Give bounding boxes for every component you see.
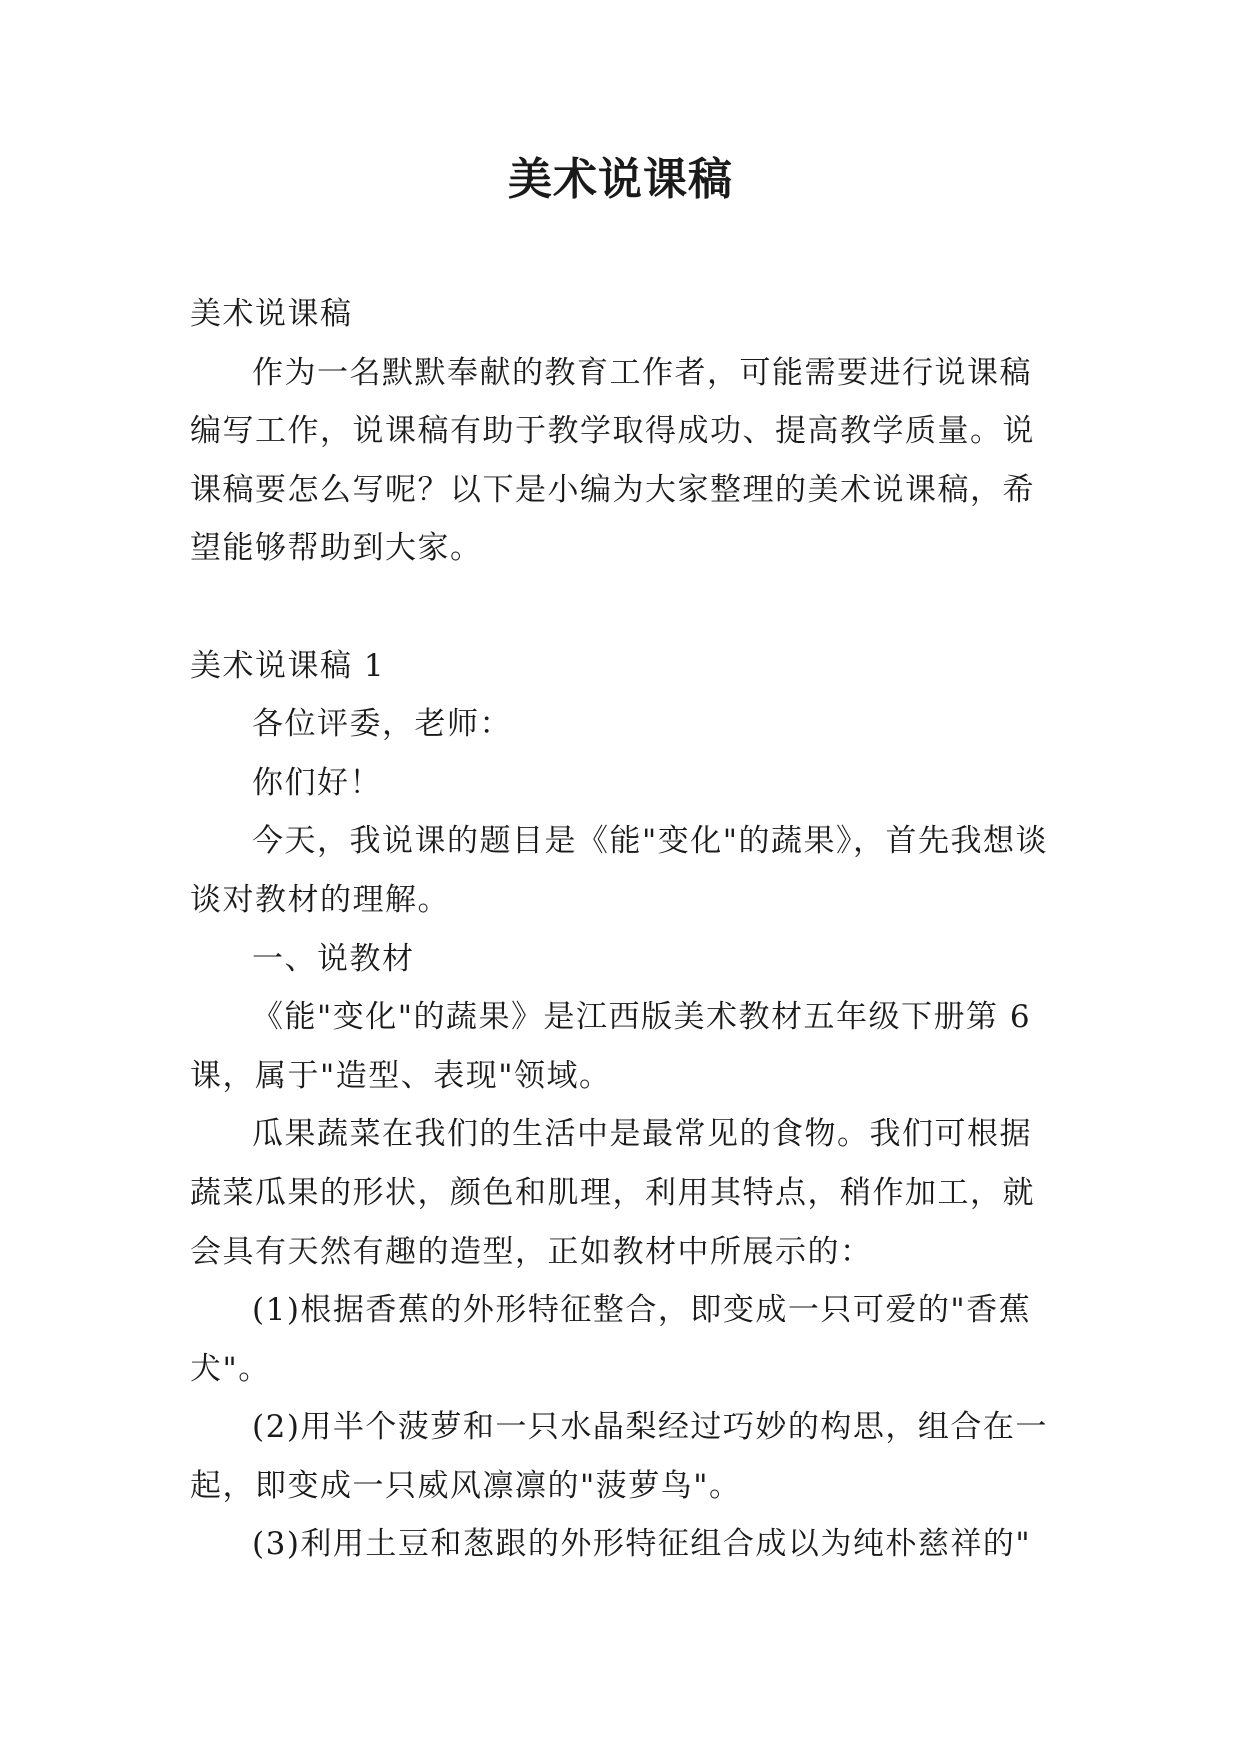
document-title: 美术说课稿 [508,154,733,205]
section-heading: 美术说课稿 1 [190,647,386,684]
section-heading: 美术说课稿 [190,296,353,332]
paragraph-gap [190,578,1056,637]
body-paragraph: 《能"变化"的蔬果》是江西版美术教材五年级下册第 6 课，属于"造型、表现"领域。 [190,999,1032,1094]
subsection-heading: 一、说教材 [252,940,415,977]
body-paragraph: 今天，我说课的题目是《能"变化"的蔬果》，首先我想谈谈对教材的理解。 [190,823,1049,918]
body-paragraph: 瓜果蔬菜在我们的生活中是最常见的食物。我们可根据蔬菜瓜果的形状，颜色和肌理，利用其特点，稍作加工，就会具有天然有趣的造型，正如教材中所展示的： [190,1116,1035,1270]
document-body [190,285,1056,1574]
list-item: (1)根据香蕉的外形特征整合，即变成一只可爱的"香蕉犬"。 [190,1292,1032,1387]
list-item: (2)用半个菠萝和一只水晶梨经过巧妙的构思，组合在一起，即变成一只威风凛凛的"菠萝鸟"。 [190,1409,1048,1504]
intro-paragraph: 作为一名默默奉献的教育工作者，可能需要进行说课稿编写工作，说课稿有助于教学取得成功、提高教学质量。说课稿要怎么写呢？以下是小编为大家整理的美术说课稿，希望能够帮助到大家。 [190,354,1035,567]
list-item: (3)利用土豆和葱跟的外形特征组合成以为纯朴慈祥的" [252,1526,1032,1563]
greeting-paragraph: 各位评委，老师： [252,706,512,743]
greeting-paragraph: 你们好！ [252,764,382,801]
